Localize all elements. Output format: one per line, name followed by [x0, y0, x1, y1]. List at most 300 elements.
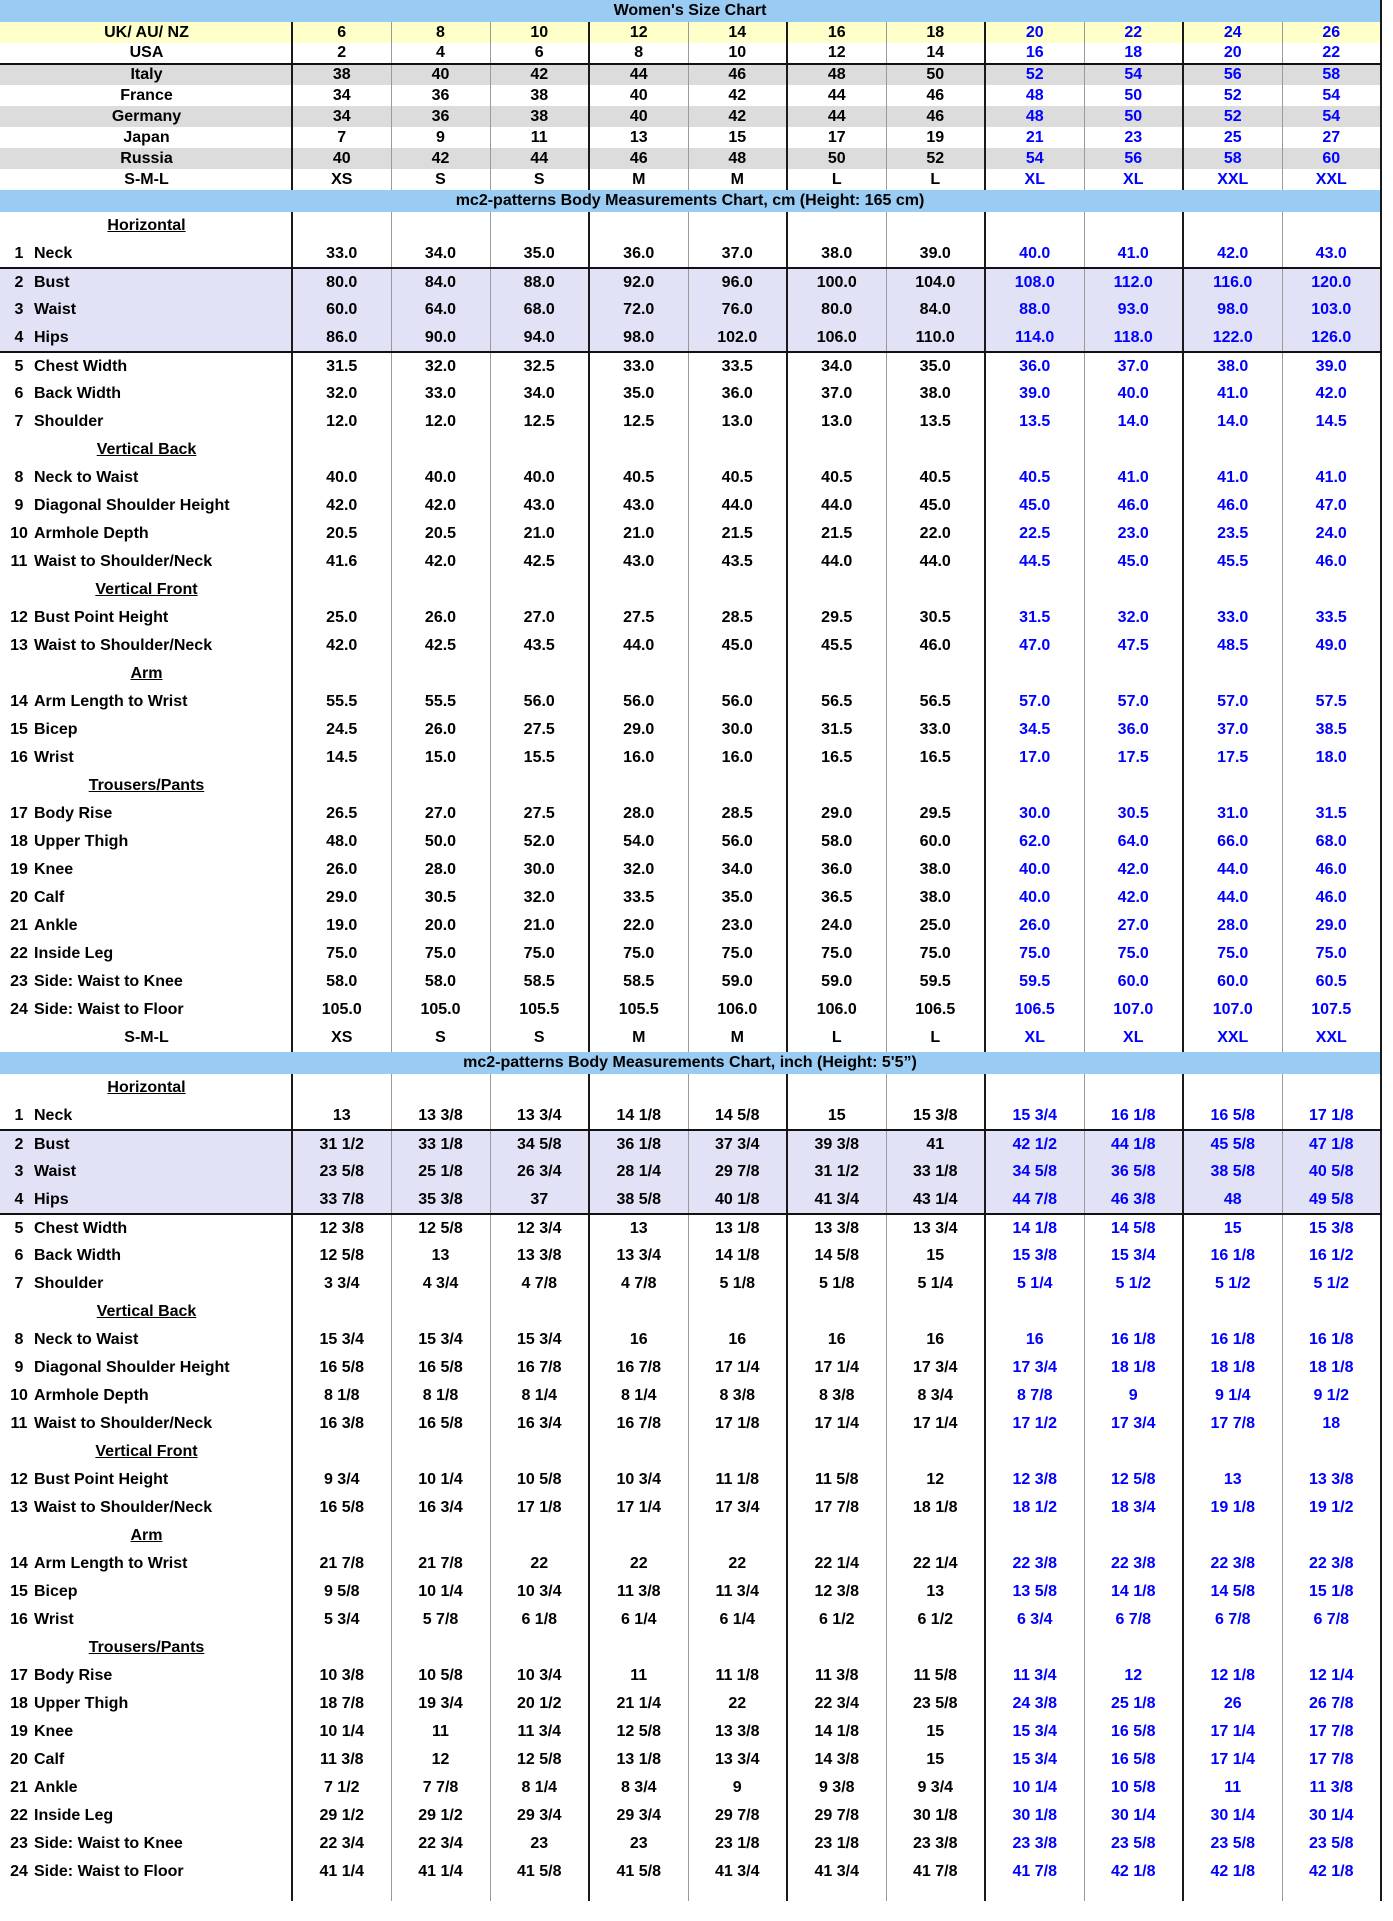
row-number: 16	[10, 1611, 28, 1628]
value-cell: 22 3/4	[292, 1830, 391, 1858]
cm-label-ankle	[0, 912, 292, 940]
row-label: Chest Width	[34, 357, 128, 375]
value-cell: 37 3/4	[688, 1130, 787, 1158]
value-cell: 30.0	[490, 856, 589, 884]
value-cell: 14.0	[1084, 408, 1183, 436]
value-cell: 43.0	[490, 492, 589, 520]
filler-cell	[688, 1886, 787, 1901]
value-cell: 38.0	[886, 856, 985, 884]
value-cell: 31 1/2	[787, 1158, 886, 1186]
cm-label-vertical-back	[0, 436, 292, 464]
value-cell: 13.0	[787, 408, 886, 436]
cm-label-neck-to-waist	[0, 464, 292, 492]
value-cell: 42.5	[391, 632, 490, 660]
row-label: Bicep	[34, 1583, 78, 1600]
value-cell: 15 3/8	[1282, 1214, 1381, 1242]
value-cell: 36 1/8	[589, 1130, 688, 1158]
group-heading: Trousers/Pants	[88, 777, 205, 794]
value-cell	[391, 576, 490, 604]
row-number: 22	[10, 945, 28, 962]
value-cell: 49 5/8	[1282, 1186, 1381, 1214]
value-cell: 16 3/4	[391, 1494, 490, 1522]
value-cell: 10	[490, 22, 589, 43]
value-cell: 34.0	[490, 380, 589, 408]
value-cell: 27	[1282, 127, 1381, 148]
value-cell: 57.5	[1282, 688, 1381, 716]
value-cell: 28.5	[688, 604, 787, 632]
value-cell: 24 3/8	[985, 1690, 1084, 1718]
value-cell: 5 1/2	[1084, 1270, 1183, 1298]
value-cell: 31.5	[1282, 800, 1381, 828]
value-cell: 21 1/4	[589, 1690, 688, 1718]
value-cell	[1084, 1074, 1183, 1102]
value-cell: 32.0	[391, 352, 490, 380]
filler-cell	[886, 1886, 985, 1901]
value-cell: 4	[391, 43, 490, 64]
value-cell	[1084, 1522, 1183, 1550]
value-cell: 112.0	[1084, 268, 1183, 296]
value-cell: 43.0	[589, 548, 688, 576]
row-label: Side: Waist to Floor	[34, 1001, 184, 1018]
cm-label-vertical-front	[0, 576, 292, 604]
inch-label-back-width	[0, 1242, 292, 1270]
row-label: Waist	[34, 1163, 77, 1180]
row-label: Hips	[34, 328, 69, 346]
value-cell: 46.0	[1282, 856, 1381, 884]
value-cell	[1084, 212, 1183, 240]
value-cell: 59.5	[886, 968, 985, 996]
value-cell: 48.5	[1183, 632, 1282, 660]
filler-cell	[292, 1886, 391, 1901]
inch-row-trousers-pants	[0, 1634, 1381, 1662]
size-conv-row-germany	[0, 106, 1381, 127]
value-cell: 18	[886, 22, 985, 43]
cm-row-body-rise	[0, 800, 1381, 828]
value-cell	[1282, 436, 1381, 464]
value-cell: 23 5/8	[292, 1158, 391, 1186]
row-number: 23	[10, 973, 28, 990]
value-cell: 29 3/4	[589, 1802, 688, 1830]
row-label: Side: Waist to Knee	[34, 1835, 183, 1852]
value-cell: 11 1/8	[688, 1466, 787, 1494]
value-cell: 34 5/8	[490, 1130, 589, 1158]
value-cell: 9	[391, 127, 490, 148]
value-cell: 31.5	[985, 604, 1084, 632]
value-cell: 29 1/2	[292, 1802, 391, 1830]
value-cell: 6 1/4	[688, 1606, 787, 1634]
value-cell	[787, 1074, 886, 1102]
cm-label-diagonal-shoulder-height	[0, 492, 292, 520]
filler-cell	[1084, 1886, 1183, 1901]
value-cell	[985, 212, 1084, 240]
value-cell: 11 3/8	[787, 1662, 886, 1690]
value-cell: 100.0	[787, 268, 886, 296]
value-cell: 50	[787, 148, 886, 169]
row-number: 3	[14, 301, 24, 318]
value-cell: 50.0	[391, 828, 490, 856]
inch-row-waist-to-shoulder-neck	[0, 1494, 1381, 1522]
value-cell: 14.5	[292, 744, 391, 772]
value-cell: 14.5	[1282, 408, 1381, 436]
filler-cell	[0, 1886, 292, 1901]
value-cell: 30.5	[886, 604, 985, 632]
value-cell: 41.0	[1282, 464, 1381, 492]
value-cell: 13	[886, 1578, 985, 1606]
value-cell: 98.0	[589, 324, 688, 352]
value-cell: 26.0	[391, 716, 490, 744]
value-cell: 24.0	[1282, 520, 1381, 548]
value-cell: 16.5	[787, 744, 886, 772]
value-cell: 34.0	[787, 352, 886, 380]
value-cell: 23 1/8	[688, 1830, 787, 1858]
value-cell: 48	[1183, 1186, 1282, 1214]
value-cell: 15 3/4	[985, 1102, 1084, 1130]
value-cell: 16 5/8	[1183, 1102, 1282, 1130]
value-cell: 14	[688, 22, 787, 43]
row-number: 2	[14, 273, 24, 291]
value-cell	[886, 212, 985, 240]
value-cell	[1183, 772, 1282, 800]
value-cell: 30 1/4	[1183, 1802, 1282, 1830]
value-cell: 15.0	[391, 744, 490, 772]
value-cell	[688, 772, 787, 800]
value-cell: 13 3/8	[490, 1242, 589, 1270]
value-cell: 12 5/8	[1084, 1466, 1183, 1494]
row-number: 7	[14, 1275, 24, 1292]
row-label: Hips	[34, 1190, 69, 1208]
value-cell: 39 3/8	[787, 1130, 886, 1158]
value-cell: 17 1/8	[688, 1410, 787, 1438]
value-cell: 68.0	[1282, 828, 1381, 856]
value-cell: 13 3/8	[1282, 1466, 1381, 1494]
value-cell: 15 3/8	[985, 1242, 1084, 1270]
cm-label-chest-width	[0, 352, 292, 380]
value-cell: 11	[391, 1718, 490, 1746]
row-label: Neck to Waist	[34, 469, 139, 486]
value-cell: 72.0	[589, 296, 688, 324]
row-number: 5	[14, 1219, 24, 1237]
value-cell: 15.5	[490, 744, 589, 772]
value-cell: 56.0	[688, 688, 787, 716]
value-cell: 76.0	[688, 296, 787, 324]
value-cell: 10 5/8	[1084, 1774, 1183, 1802]
value-cell: 19 1/2	[1282, 1494, 1381, 1522]
row-number: 3	[14, 1163, 24, 1180]
value-cell: 26 3/4	[490, 1158, 589, 1186]
cm-row-vertical-back	[0, 436, 1381, 464]
value-cell: 9 5/8	[292, 1578, 391, 1606]
value-cell	[985, 772, 1084, 800]
value-cell: 17.5	[1183, 744, 1282, 772]
value-cell: 21.0	[589, 520, 688, 548]
value-cell: 88.0	[490, 268, 589, 296]
value-cell: 106.5	[886, 996, 985, 1024]
value-cell: 75.0	[1084, 940, 1183, 968]
value-cell: 8 1/4	[490, 1774, 589, 1802]
value-cell: 41 1/4	[391, 1858, 490, 1886]
value-cell: 36.0	[589, 240, 688, 268]
row-number: 21	[10, 1779, 28, 1796]
value-cell: 45.0	[886, 492, 985, 520]
value-cell: 48	[985, 85, 1084, 106]
value-cell: 26.5	[292, 800, 391, 828]
value-cell: 17 1/4	[1183, 1718, 1282, 1746]
value-cell: 11 1/8	[688, 1662, 787, 1690]
row-label: Diagonal Shoulder Height	[34, 497, 230, 514]
value-cell: 52	[1183, 106, 1282, 127]
value-cell	[985, 1634, 1084, 1662]
inch-label-inside-leg	[0, 1802, 292, 1830]
value-cell: 42 1/8	[1183, 1858, 1282, 1886]
value-cell: 13 3/4	[589, 1242, 688, 1270]
value-cell	[787, 1438, 886, 1466]
row-number: 13	[10, 637, 28, 654]
value-cell	[688, 436, 787, 464]
group-heading: Vertical Back	[96, 441, 197, 458]
value-cell: 34.5	[985, 716, 1084, 744]
size-conv-label-s-m-l	[0, 169, 292, 190]
value-cell: 4 7/8	[589, 1270, 688, 1298]
value-cell: 41 5/8	[589, 1858, 688, 1886]
value-cell: 58.0	[787, 828, 886, 856]
row-label: Bust	[34, 1135, 70, 1153]
value-cell: 45.0	[1084, 548, 1183, 576]
value-cell	[1084, 1634, 1183, 1662]
inch-label-trousers-pants	[0, 1634, 292, 1662]
value-cell	[1084, 436, 1183, 464]
value-cell: 40.0	[985, 240, 1084, 268]
value-cell	[292, 1438, 391, 1466]
value-cell: 12 5/8	[391, 1214, 490, 1242]
inch-section-header	[0, 1052, 1381, 1074]
value-cell: 28.0	[589, 800, 688, 828]
inch-row-back-width	[0, 1242, 1381, 1270]
value-cell: 14 5/8	[787, 1242, 886, 1270]
row-label: UK/ AU/ NZ	[104, 23, 189, 41]
value-cell: 29.5	[787, 604, 886, 632]
value-cell: 22	[688, 1550, 787, 1578]
value-cell: 21.5	[787, 520, 886, 548]
value-cell: 14 1/8	[589, 1102, 688, 1130]
value-cell: 24	[1183, 22, 1282, 43]
row-number: 20	[10, 889, 28, 906]
inch-row-upper-thigh	[0, 1690, 1381, 1718]
inch-row-hips	[0, 1186, 1381, 1214]
value-cell: 34 5/8	[985, 1158, 1084, 1186]
value-cell: 44	[490, 148, 589, 169]
cm-row-armhole-depth	[0, 520, 1381, 548]
value-cell: 75.0	[391, 940, 490, 968]
value-cell: 16.0	[589, 744, 688, 772]
value-cell: 22 1/4	[787, 1550, 886, 1578]
value-cell: 29 7/8	[688, 1158, 787, 1186]
row-label: Shoulder	[34, 413, 104, 430]
value-cell: 54	[985, 148, 1084, 169]
value-cell: 33.0	[391, 380, 490, 408]
value-cell: 103.0	[1282, 296, 1381, 324]
value-cell	[688, 576, 787, 604]
value-cell	[985, 1438, 1084, 1466]
inch-label-waist-to-shoulder-neck	[0, 1494, 292, 1522]
row-label: Back Width	[34, 1247, 121, 1264]
value-cell: 66.0	[1183, 828, 1282, 856]
size-conv-row-russia	[0, 148, 1381, 169]
cm-row-back-width	[0, 380, 1381, 408]
cm-label-arm	[0, 660, 292, 688]
value-cell: 41 7/8	[886, 1858, 985, 1886]
row-number: 14	[10, 693, 28, 710]
inch-label-diagonal-shoulder-height	[0, 1354, 292, 1382]
row-label: Japan	[123, 128, 170, 146]
value-cell: 58.5	[589, 968, 688, 996]
value-cell	[589, 660, 688, 688]
value-cell	[787, 436, 886, 464]
inch-label-neck-to-waist	[0, 1326, 292, 1354]
group-heading: Horizontal	[107, 217, 186, 234]
value-cell: 18.0	[1282, 744, 1381, 772]
value-cell: 10 3/4	[490, 1662, 589, 1690]
row-number: 17	[10, 805, 28, 822]
value-cell: 107.0	[1084, 996, 1183, 1024]
inch-row-waist-to-shoulder-neck	[0, 1410, 1381, 1438]
value-cell: 18	[1084, 43, 1183, 64]
value-cell: 110.0	[886, 324, 985, 352]
value-cell: 107.5	[1282, 996, 1381, 1024]
cm-row-hips	[0, 324, 1381, 352]
value-cell	[490, 1438, 589, 1466]
value-cell: 11 5/8	[787, 1466, 886, 1494]
row-label: S-M-L	[124, 170, 169, 188]
inch-label-hips	[0, 1186, 292, 1214]
value-cell: 58	[1183, 148, 1282, 169]
value-cell: 42	[688, 106, 787, 127]
value-cell: 42 1/8	[1084, 1858, 1183, 1886]
value-cell: 30.5	[391, 884, 490, 912]
value-cell	[985, 660, 1084, 688]
filler-cell	[490, 1886, 589, 1901]
row-number: 12	[10, 1471, 28, 1488]
value-cell: 32.0	[292, 380, 391, 408]
inch-label-knee	[0, 1718, 292, 1746]
cm-row-trousers-pants	[0, 772, 1381, 800]
value-cell: L	[787, 1024, 886, 1052]
cm-label-calf	[0, 884, 292, 912]
value-cell: 11	[589, 1662, 688, 1690]
value-cell: 11 3/8	[589, 1578, 688, 1606]
value-cell: 17 3/4	[886, 1354, 985, 1382]
value-cell: 54	[1282, 85, 1381, 106]
value-cell: 8 1/4	[589, 1382, 688, 1410]
value-cell	[688, 660, 787, 688]
row-number: 1	[14, 244, 24, 262]
row-number: 19	[10, 1723, 28, 1740]
value-cell: 16 5/8	[391, 1410, 490, 1438]
value-cell	[1282, 1634, 1381, 1662]
value-cell: 114.0	[985, 324, 1084, 352]
value-cell: 38	[292, 64, 391, 85]
value-cell: 29.0	[1282, 912, 1381, 940]
row-number: 19	[10, 861, 28, 878]
value-cell: 4 3/4	[391, 1270, 490, 1298]
value-cell: 118.0	[1084, 324, 1183, 352]
value-cell: 25 1/8	[1084, 1690, 1183, 1718]
value-cell: 56.0	[589, 688, 688, 716]
value-cell	[886, 1438, 985, 1466]
value-cell	[391, 1634, 490, 1662]
value-cell	[292, 1522, 391, 1550]
value-cell: 26.0	[292, 856, 391, 884]
value-cell	[1183, 436, 1282, 464]
value-cell: 57.0	[1183, 688, 1282, 716]
value-cell: 23	[490, 1830, 589, 1858]
filler-cell	[1183, 1886, 1282, 1901]
value-cell: 13 3/4	[490, 1102, 589, 1130]
value-cell: 46	[886, 106, 985, 127]
value-cell	[589, 576, 688, 604]
value-cell	[292, 660, 391, 688]
value-cell: 38.0	[886, 380, 985, 408]
inch-label-ankle	[0, 1774, 292, 1802]
value-cell: 94.0	[490, 324, 589, 352]
value-cell	[985, 1298, 1084, 1326]
value-cell: 5 1/2	[1282, 1270, 1381, 1298]
value-cell: XXL	[1282, 1024, 1381, 1052]
value-cell: 93.0	[1084, 296, 1183, 324]
value-cell: 16 3/4	[490, 1410, 589, 1438]
value-cell	[292, 772, 391, 800]
row-label: Waist to Shoulder/Neck	[34, 1415, 213, 1432]
inch-section-header-text: mc2-patterns Body Measurements Chart, inch (Height: 5'5”)	[0, 1052, 1381, 1074]
value-cell: 20	[1183, 43, 1282, 64]
inch-label-vertical-front	[0, 1438, 292, 1466]
value-cell: 6	[490, 43, 589, 64]
value-cell: 14 1/8	[1084, 1578, 1183, 1606]
row-label: Bust Point Height	[34, 1471, 169, 1488]
row-label: Armhole Depth	[34, 525, 149, 542]
value-cell: S	[490, 169, 589, 190]
inch-label-upper-thigh	[0, 1690, 292, 1718]
value-cell: 37.0	[1183, 716, 1282, 744]
value-cell: 10 3/4	[589, 1466, 688, 1494]
value-cell	[1282, 1522, 1381, 1550]
value-cell: 44.0	[688, 492, 787, 520]
cm-row-neck	[0, 240, 1381, 268]
row-label: Neck	[34, 244, 73, 262]
inch-row-chest-width	[0, 1214, 1381, 1242]
value-cell	[490, 576, 589, 604]
value-cell: 11 3/8	[1282, 1774, 1381, 1802]
value-cell: 46	[886, 85, 985, 106]
value-cell: 17.5	[1084, 744, 1183, 772]
value-cell: 106.0	[787, 996, 886, 1024]
value-cell: 34.0	[391, 240, 490, 268]
value-cell: 57.0	[1084, 688, 1183, 716]
inch-row-bicep	[0, 1578, 1381, 1606]
value-cell: 36.5	[787, 884, 886, 912]
value-cell	[787, 576, 886, 604]
cm-label-s-m-l	[0, 1024, 292, 1052]
value-cell: 30.5	[1084, 800, 1183, 828]
value-cell: 16.5	[886, 744, 985, 772]
value-cell: 23 5/8	[1084, 1830, 1183, 1858]
value-cell: 40.5	[985, 464, 1084, 492]
value-cell: 15 3/4	[1084, 1242, 1183, 1270]
value-cell: 45.5	[1183, 548, 1282, 576]
value-cell: 16 1/8	[1183, 1326, 1282, 1354]
value-cell: 37	[490, 1186, 589, 1214]
value-cell	[787, 660, 886, 688]
inch-row-side-waist-to-knee	[0, 1830, 1381, 1858]
